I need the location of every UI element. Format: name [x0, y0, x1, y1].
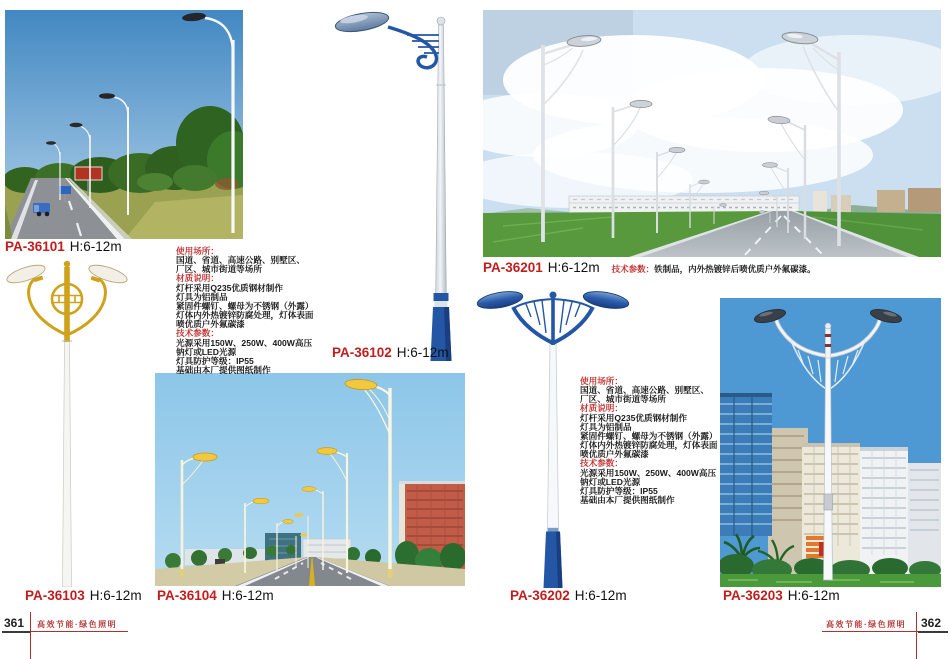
spec-line: 灯具防护等级：IP55: [176, 355, 254, 366]
page-number-left: 361: [4, 616, 25, 630]
product-code: PA-36201: [483, 260, 543, 275]
spec-line: 灯体内外热镀锌防腐处理，灯体表面: [580, 440, 718, 451]
spec-line: 灯体内外热镀锌防腐处理，灯体表面: [176, 310, 314, 321]
spec-material-title: 材质说明：: [176, 273, 219, 284]
ground: [483, 211, 941, 257]
product-label-pa-36104: [157, 588, 274, 603]
spec-line: 厂区、城市街道等场所: [176, 264, 262, 275]
spec-line: 紧固件螺钉、螺母为不锈钢（外露）: [176, 300, 314, 311]
product-height: H:6-12m: [89, 588, 142, 603]
spec-block-left: [176, 247, 338, 375]
product-height: H:6-12m: [787, 588, 840, 603]
spec-line: 灯具为铝制品: [580, 421, 632, 432]
footer-rule-right-dark: [918, 631, 948, 633]
spec-line: 灯具防护等级：IP55: [580, 485, 658, 496]
spec-tech-title: 技术参数：: [580, 458, 623, 469]
spec-line: 光源采用150W、250W、400W高压: [176, 337, 313, 348]
photo-pa-36203: [720, 298, 941, 587]
spec-line: 钠灯或LED光源: [176, 346, 237, 357]
product-code: PA-36202: [510, 588, 570, 603]
product-height: H:6-12m: [574, 588, 627, 603]
footer-rule-left-dark: [2, 631, 30, 633]
spec-line: 基础由本厂提供图纸制作: [580, 495, 675, 506]
product-label-pa-36202: [510, 588, 627, 603]
product-code: PA-36104: [157, 588, 217, 603]
spec-material-title: 材质说明：: [580, 403, 623, 414]
spec-line: 紧固件螺钉、螺母为不锈钢（外露）: [580, 430, 718, 441]
footer-slogan-right: 高效节能·绿色照明: [826, 620, 907, 629]
product-label-pa-36102: [332, 345, 449, 360]
spec-line: 光源采用150W、250W、400W高压: [580, 467, 717, 478]
render-pa-36103: [0, 253, 160, 587]
product-label-pa-36101: [5, 239, 122, 254]
spec-line: 基础由本厂提供图纸制作: [176, 365, 271, 376]
spec-line: 厂区、城市街道等场所: [580, 394, 666, 405]
spec-line: 国道、省道、高速公路、别墅区、: [580, 385, 709, 396]
render-pa-36102: [330, 5, 460, 361]
street-lamp: [5, 261, 129, 587]
spec-line: 喷优质户外氟碳漆: [580, 449, 649, 460]
spec-line: 灯具为铝制品: [176, 291, 228, 302]
spec-usage-title: 使用场所：: [580, 376, 623, 386]
spec-block-right: [580, 377, 742, 505]
product-height: H:6-12m: [547, 260, 600, 275]
footer-divider-left: [30, 612, 31, 659]
product-label-pa-36203: [723, 588, 840, 603]
photo-pa-36104: [155, 373, 465, 586]
tech-note-title: 技术参数：: [611, 264, 655, 274]
photo-pa-36201: [483, 10, 941, 257]
product-code: PA-36103: [25, 588, 85, 603]
footer-slogan-left: 高效节能·绿色照明: [37, 620, 118, 629]
tech-note-text: 铁制品，内外热镀锌后喷优质户外氟碳漆。: [654, 264, 816, 274]
product-code: PA-36102: [332, 345, 392, 360]
spec-line: 国道、省道、高速公路、别墅区、: [176, 255, 305, 266]
product-height: H:6-12m: [69, 239, 122, 254]
photo-pa-36101: [5, 10, 243, 239]
spec-line: 钠灯或LED光源: [580, 476, 641, 487]
product-code: PA-36101: [5, 239, 65, 254]
footer-divider-right: [916, 612, 917, 659]
spec-line: 灯杆采用Q235优质钢材制作: [580, 412, 687, 423]
product-height: H:6-12m: [221, 588, 274, 603]
product-label-pa-36103: [25, 588, 142, 603]
product-label-pa-36201: [483, 260, 816, 275]
spec-line: 喷优质户外氟碳漆: [176, 319, 245, 330]
product-height: H:6-12m: [396, 345, 449, 360]
page-number-right: 362: [921, 616, 942, 630]
street-lamp: [334, 9, 452, 361]
spec-line: 灯杆采用Q235优质钢材制作: [176, 282, 283, 293]
spec-tech-title: 技术参数：: [176, 328, 219, 339]
product-code: PA-36203: [723, 588, 783, 603]
spec-usage-title: 使用场所：: [176, 246, 219, 256]
